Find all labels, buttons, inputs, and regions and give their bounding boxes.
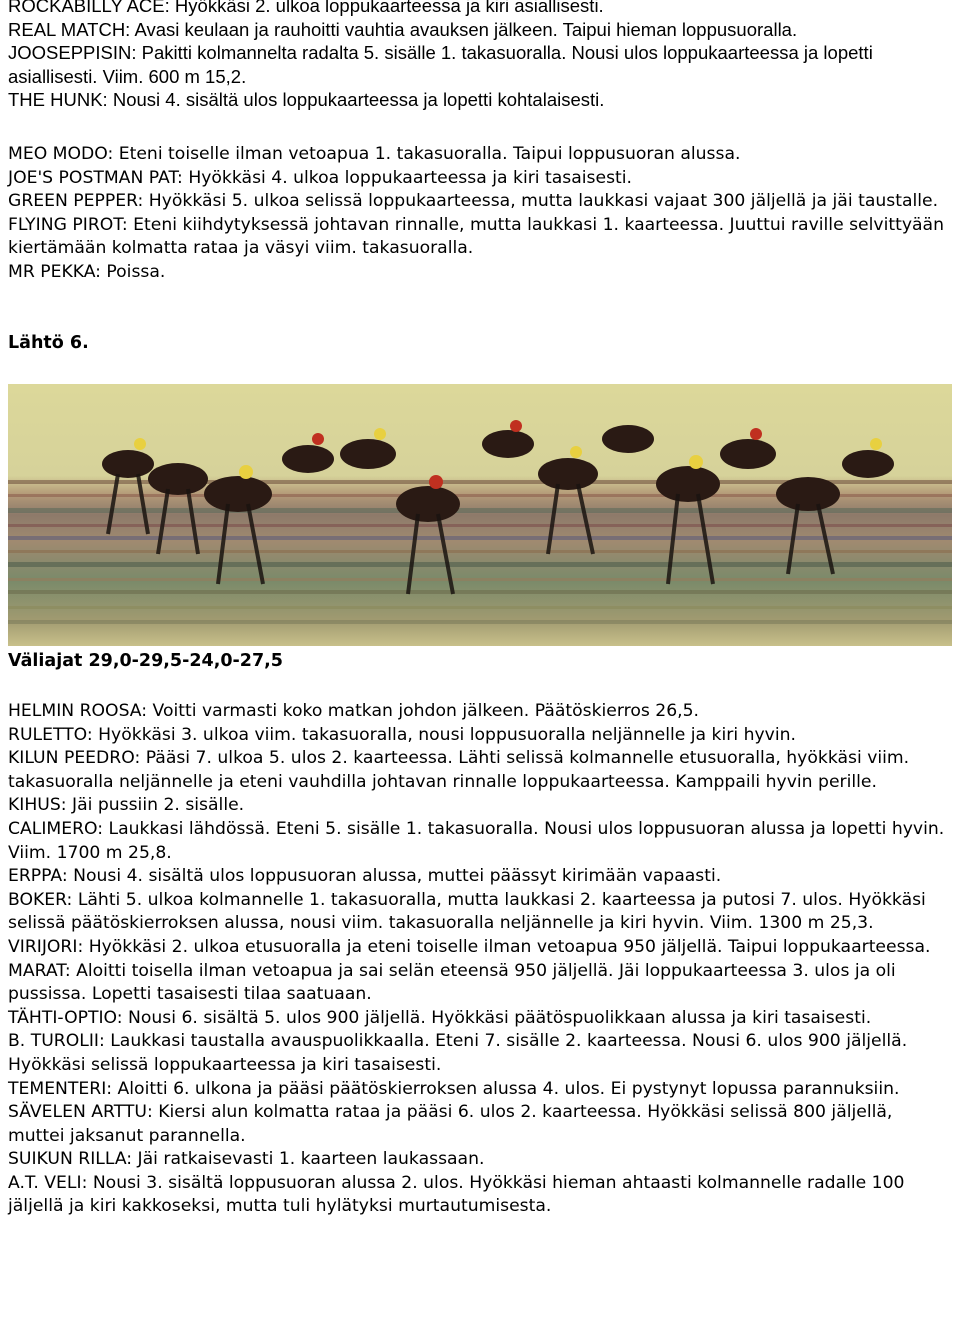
photo-finish-image	[8, 384, 952, 646]
report-line: SÄVELEN ARTTU: Kiersi alun kolmatta rataa ja pääsi 6. ulos 2. kaarteessa. Hyökkäsi selissä 800 jäljellä, muttei jaksanut parannella.	[8, 1102, 893, 1146]
report-top-arial	[8, 0, 952, 112]
report-line: ERPPA: Nousi 4. sisältä ulos loppusuoran alussa, muttei päässyt kirimään vapaasti.	[8, 866, 722, 887]
report-line: REAL MATCH: Avasi keulaan ja rauhoitti vauhtia avauksen jälkeen. Taipui hieman loppusuoralla.	[8, 18, 798, 40]
report-bottom	[8, 700, 952, 1219]
report-line: JOE'S POSTMAN PAT: Hyökkäsi 4. ulkoa loppukaarteessa ja kiri tasaisesti.	[8, 167, 633, 188]
report-line: A.T. VELI: Nousi 3. sisältä loppusuoran alussa 2. ulos. Hyökkäsi hieman ahtaasti kolmannelle radalle 100 jäljellä ja kiri kakkoseksi, mutta tuli hylätyksi murtautumisesta.	[8, 1172, 905, 1217]
report-line: GREEN PEPPER: Hyökkäsi 5. ulkoa selissä loppukaarteessa, mutta laukkasi vajaat 300 jäljellä ja jäi taustalle.	[8, 191, 939, 212]
photo-finish-icon	[8, 384, 952, 646]
report-line: HELMIN ROOSA: Voitti varmasti koko matkan johdon jälkeen. Päätöskierros 26,5.	[8, 701, 699, 721]
report-line: FLYING PIROT: Eteni kiihdytyksessä johtavan rinnalle, mutta laukkasi 1. kaarteessa. Juuttui raville selvittyään kiertämään kolmatta rataa ja väsyi viim. takasuoralla.	[8, 214, 944, 259]
report-line: TÄHTI-OPTIO: Nousi 6. sisältä 5. ulos 900 jäljellä. Hyökkäsi päätöspuolikkaan alussa ja kiri tasaisesti.	[8, 1007, 872, 1028]
report-top-verdana	[8, 143, 952, 285]
splits-heading: Väliajat 29,0-29,5-24,0-27,5	[8, 651, 283, 671]
report-line: MEO MODO: Eteni toiselle ilman vetoapua 1. takasuoralla. Taipui loppusuoran alussa.	[8, 144, 741, 164]
report-line: RULETTO: Hyökkäsi 3. ulkoa viim. takasuoralla, nousi loppusuoralla neljännelle ja kiri hyvin.	[8, 724, 796, 745]
report-line: MR PEKKA: Poissa.	[8, 261, 166, 282]
report-line: KIHUS: Jäi pussiin 2. sisälle.	[8, 795, 245, 816]
report-line: ROCKABILLY ACE: Hyökkäsi 2. ulkoa loppukaarteessa ja kiri asiallisesti.	[8, 0, 604, 16]
report-line: TEMENTERI: Aloitti 6. ulkona ja pääsi päätöskierroksen alussa 4. ulos. Ei pystynyt lopussa parannuksiin.	[8, 1078, 900, 1099]
report-line: KILUN PEEDRO: Pääsi 7. ulkoa 5. ulos 2. kaarteessa. Lähti selissä kolmannelle etusuoralla, hyökkäsi viim. takasuoralla neljännelle ja eteni vauhdilla johtavan rinnalle loppukaarteessa. Kamppaili hyvin perille.	[8, 748, 910, 792]
race-heading: Lähtö 6.	[8, 333, 89, 353]
report-line: B. TUROLII: Laukkasi taustalla avauspuolikkaalla. Eteni 7. sisälle 2. kaarteessa. Nousi 6. ulos 900 jäljellä. Hyökkäsi selissä loppukaarteessa ja kiri tasaisesti.	[8, 1031, 908, 1075]
report-line: VIRIJORI: Hyökkäsi 2. ulkoa etusuoralla ja eteni toiselle ilman vetoapua 950 jäljellä. Taipui loppukaarteessa.	[8, 936, 931, 957]
report-line: BOKER: Lähti 5. ulkoa kolmannelle 1. takasuoralla, mutta laukkasi 2. kaarteessa ja putosi 7. ulos. Hyökkäsi selissä päätöskierroksen alussa, nousi viim. takasuoralla neljännelle ja kiri hyvin. Viim. 1300 m 25,3.	[8, 889, 926, 934]
report-line: CALIMERO: Laukkasi lähdössä. Eteni 5. sisälle 1. takasuoralla. Nousi ulos loppusuoran alussa ja lopetti hyvin. Viim. 1700 m 25,8.	[8, 818, 945, 863]
report-line: SUIKUN RILLA: Jäi ratkaisevasti 1. kaarteen laukassaan.	[8, 1149, 485, 1170]
report-line: JOOSEPPISIN: Pakitti kolmannelta radalta 5. sisälle 1. takasuoralla. Nousi ulos loppukaarteessa ja lopetti asiallisesti. Viim. 600 m 15,2.	[8, 42, 873, 87]
report-line: THE HUNK: Nousi 4. sisältä ulos loppukaarteessa ja lopetti kohtalaisesti.	[8, 89, 605, 111]
report-line: MARAT: Aloitti toisella ilman vetoapua ja sai selän eteensä 950 jäljellä. Jäi loppukaarteessa 3. ulos ja oli pussissa. Lopetti tasaisesti tilaa saatuaan.	[8, 960, 896, 1005]
